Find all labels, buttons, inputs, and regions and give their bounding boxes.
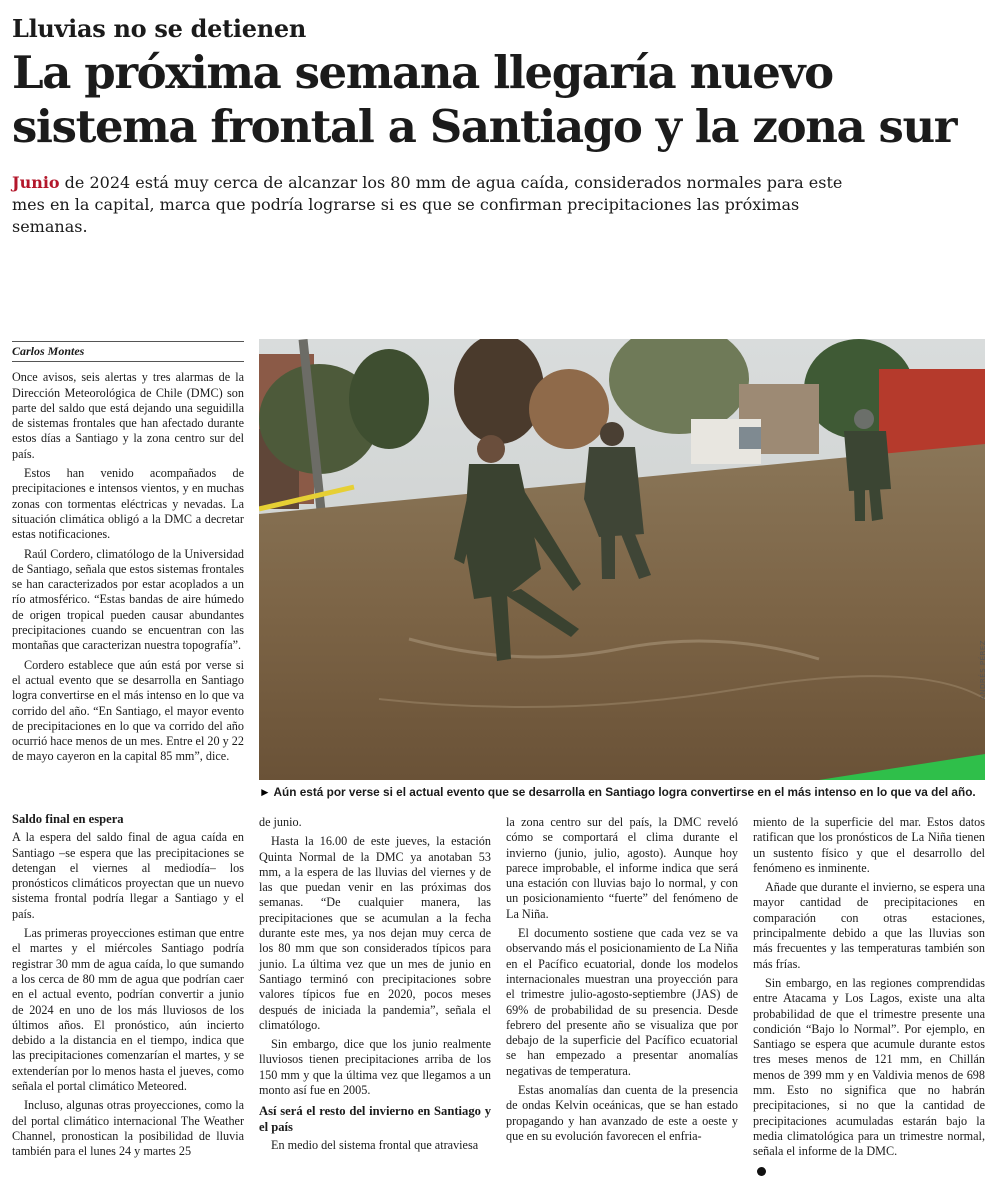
paragraph: Cordero establece que aún está por verse si el actual evento que se desarrolla en Santiago logra convertirse en el más intenso en lo que va corrido del año. “En Santiago, el mayor evento de precipitaciones en lo que va corrido del año ocurrió hace menos de un mes. Entre el 20 y 22 de mayo cayeron en la capital 85 mm”, dice. xyxy=(12,657,244,764)
paragraph: Raúl Cordero, climatólogo de la Universidad de Santiago, señala que estos sistemas frontales se han caracterizados por estar acoplados a un río atmosférico. “Estas bandas de aire húmedo de origen tropical pueden causar abundantes precipitaciones cuando se encuentran con las montañas que caracterizan nuestra topografía”. xyxy=(12,546,244,653)
paragraph: Once avisos, seis alertas y tres alarmas de la Dirección Meteorológica de Chile (DMC) son parte del saldo que está dejando una seguidilla de sistemas frontales que han afectado durante estos días a Santiago y la zona centro sur del país. xyxy=(12,370,244,461)
paragraph: Sin embargo, en las regiones comprendidas entre Atacama y Los Lagos, existe una alta probabilidad de que el trimestre presente una condición “Bajo lo Normal”. Por ejemplo, en Santiago se espera que acumule durante estos tres meses menos de 121 mm, en Chillán menos de 399 mm y en Valdivia menos de 698 mm. Esto no significa que no habrán precipitaciones, si no que la cantidad de precipitaciones acumuladas estarán bajo la media climatológica para un trimestre normal, señala el informe de la DMC. xyxy=(753,975,985,1159)
subhead-saldo: Saldo final en espera xyxy=(12,812,124,826)
paragraph: de junio. xyxy=(259,815,302,829)
caption-marker-icon: ► xyxy=(259,785,271,799)
paragraph: miento de la superficie del mar. Estos datos ratifican que los pronósticos de La Niña tienen un sustento físico y que el desarrollo del fenómeno es inminente. xyxy=(753,815,985,875)
paragraph: Las primeras proyecciones estiman que entre el martes y el miércoles Santiago podría registrar 30 mm de agua caída, lo que sumando a los cerca de 80 mm de agua que podrían caer en el actual evento, podrían convertir a junio de 2024 en uno de los más lluviosos de los últimos años. El pronóstico, aún incierto debido a la distancia en el tiempo, indica que las precipitaciones comenzarían el martes, y se extenderían por lo menos hasta el jueves, como señala el portal climático Meteored. xyxy=(12,926,244,1094)
column-1-lower xyxy=(12,812,244,1164)
subhead-invierno: Así será el resto del invierno en Santiago y el país xyxy=(259,1104,491,1134)
flood-photo xyxy=(259,339,985,780)
lead-highlight: Junio xyxy=(12,173,60,192)
paragraph: Estas anomalías dan cuenta de la presencia de ondas Kelvin oceánicas, que se han estado propagando y han avanzado de este a oeste y que en su evolución favorecen el enfria- xyxy=(506,1083,738,1143)
paragraph: A la espera del saldo final de agua caída en Santiago –se espera que las precipitaciones se detengan el viernes al mediodía– los pronósticos climáticos proyectan que un nuevo sistema frontal podría llegar a Santiago y el país. xyxy=(12,830,244,921)
caption-text: Aún está por verse si el actual evento que se desarrolla en Santiago logra convertirse en el más intenso en lo que va del año. xyxy=(273,785,976,799)
paragraph: Incluso, algunas otras proyecciones, como la del portal climático internacional The Weather Channel, pronostican la posibilidad de lluvia también para el lunes 24 y martes 25 xyxy=(12,1098,244,1159)
author-byline: Carlos Montes xyxy=(12,341,244,362)
paragraph: El documento sostiene que cada vez se va observando más el posicionamiento de La Niña en el Pacífico ecuatorial, donde los modelos internacionales muestran una proyección para el trimestre julio-agosto-septiembre (JAS) de 69% de probabilidad de su presencia. Desde febrero del presente año se visualiza que por debajo de la superficie del Pacífico ecuatorial se han empezado a presentar anomalías negativas de temperatura. xyxy=(506,926,738,1078)
column-4 xyxy=(753,815,985,1179)
paragraph: Hasta la 16.00 de este jueves, la estación Quinta Normal de la DMC ya anotaban 53 mm, a la espera de las lluvias del viernes y de las que puedan venir en las próximas dos semanas. “De cualquier manera, las precipitaciones que se acumulan a la fecha durante este mes, ya nos dejan muy cerca de los 80 mm que son considerados típicos para junio. La última vez que un mes de junio en Santiago terminó con precipitaciones sobre valores típicos fue en 2020, pocos meses después de iniciada la pandemia”, señala el climatólogo. xyxy=(259,834,491,1032)
end-mark-icon xyxy=(757,1167,766,1176)
photo-credit: ANDRÉS PÉREZ xyxy=(979,639,987,700)
headline: La próxima semana llegaría nuevo sistema frontal a Santiago y la zona sur xyxy=(12,46,957,153)
paragraph: la zona centro sur del país, la DMC reveló cómo se comportará el clima durante el invierno (junio, julio, agosto). Aunque hoy parece improbable, el informe indica que será una estación con lluvias bajo lo normal, y con un posicionamiento “fuerte” del fenómeno de La Niña. xyxy=(506,815,738,921)
lead-paragraph xyxy=(12,172,862,238)
column-3 xyxy=(506,815,738,1148)
paragraph: Sin embargo, dice que los junio realmente lluviosos tienen precipitaciones arriba de los 150 mm y que la última vez que llegamos a un monto así fue en 2005. xyxy=(259,1037,491,1098)
paragraph: Estos han venido acompañados de precipitaciones e intensos vientos, y en muchas zonas con tormentas eléctricas y nevadas. La situación climática obligó a la DMC a decretar estas notificaciones. xyxy=(12,466,244,542)
photo-caption xyxy=(259,785,985,800)
column-1 xyxy=(12,341,244,769)
paragraph: En medio del sistema frontal que atraviesa xyxy=(271,1137,479,1152)
lead-text: de 2024 está muy cerca de alcanzar los 80 mm de agua caída, considerados normales para este mes en la capital, marca que podría lograrse si es que se confirman precipitaciones las próximas semanas. xyxy=(12,173,843,236)
column-2 xyxy=(259,815,491,1157)
flood-photo-illustration xyxy=(259,339,985,780)
kicker: Lluvias no se detienen xyxy=(12,14,306,43)
paragraph: Añade que durante el invierno, se espera una mayor cantidad de precipitaciones en comparación con otras estaciones, principalmente debido a que las lluvias son más frecuentes y las temperaturas también son más frías. xyxy=(753,880,985,971)
